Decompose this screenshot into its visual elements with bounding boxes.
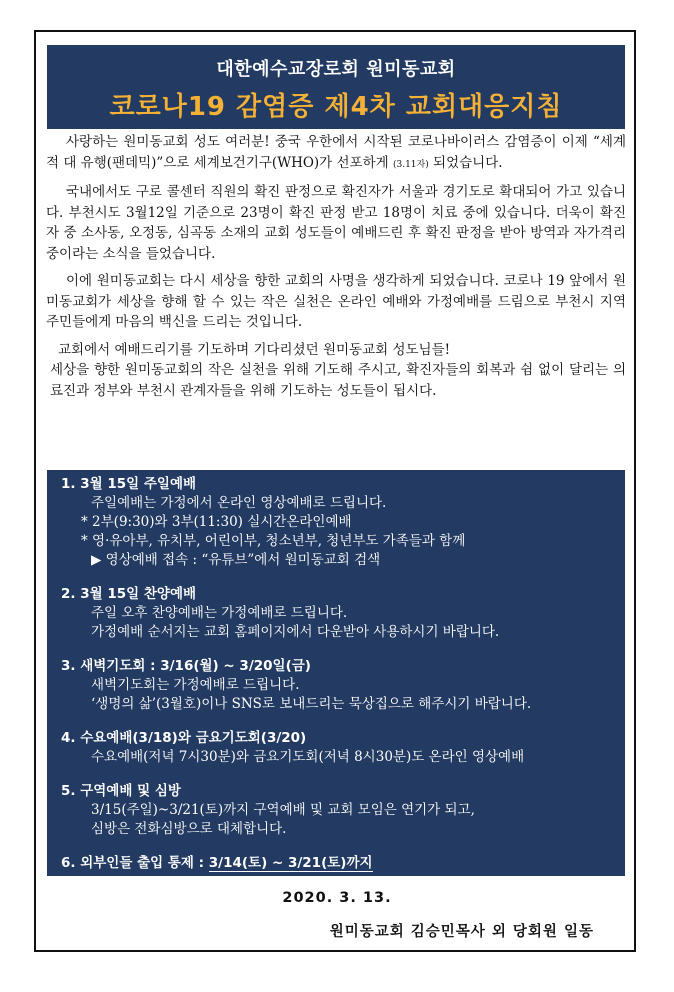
schedule-item-wed-fri (61, 729, 615, 767)
section-line: * 영·유아부, 유치부, 어린이부, 청소년부, 청년부도 가족들과 함께 (81, 533, 466, 549)
section-title: 6. 외부인들 출입 통제 : 3/14(토) ~ 3/21(토)까지 (61, 855, 373, 871)
intro-paragraph-2: 국내에서도 구로 콜센터 직원의 확진 판정으로 확진자가 서울과 경기도로 확대되어 가고 있습니다. 부천시도 3월12일 기준으로 23명이 확진 판정 받고 18명이 치료 중에 있습니다. 더욱이 확진자 중 소사동, 오정동, 심곡동 소재의 교회 성도들이 예배드린 후 확진 판정을 받아 방역과 자가격리 중이라는 소식을 들었습니다. (46, 184, 626, 262)
section-title: 4. 수요예배(3/18)와 금요기도회(3/20) (61, 730, 307, 746)
schedule-item-dawn-prayer (61, 657, 615, 714)
church-name: 대한예수교장로회 원미동교회 (216, 59, 456, 80)
section-line: 3/15(주일)~3/21(토)까지 구역예배 및 교회 모임은 연기가 되고, (91, 802, 475, 818)
section-title: 1. 3월 15일 주일예배 (61, 476, 197, 492)
signature: 원미동교회 김승민목사 외 당회원 일동 (329, 924, 594, 940)
section-line: 가정예배 순서지는 교회 홈페이지에서 다운받아 사용하시기 바랍니다. (91, 624, 500, 640)
section-title: 3. 새벽기도회 : 3/16(월) ~ 3/20일(금) (61, 658, 311, 674)
section-title: 2. 3월 15일 찬양예배 (61, 586, 197, 602)
intro-paragraph-3: 이에 원미동교회는 다시 세상을 향한 교회의 사명을 생각하게 되었습니다. 코로나 19 앞에서 원미동교회가 세상을 향해 할 수 있는 작은 실천은 온라인 예배와 가정예배를 드림으로 부천시 지역 주민들에게 마음의 백신을 드리는 것입니다. (46, 273, 626, 330)
intro-paragraph-4 (46, 340, 626, 402)
section-line: 새벽기도회는 가정예배로 드립니다. (91, 677, 300, 693)
schedule-item-visitor-control (61, 854, 615, 873)
schedule-item-sunday-worship (61, 475, 615, 570)
prayer-request: 세상을 향한 원미동교회의 작은 실천을 위해 기도해 주시고, 확진자들의 회복과 쉼 없이 달리는 의료진과 정부와 부천시 관계자들을 위해 기도하는 성도들이 됩시다. (50, 362, 626, 399)
schedule-box (47, 470, 625, 876)
intro-paragraph-1: 사랑하는 원미동교회 성도 여러분! 중국 우한에서 시작된 코로나바이러스 감염증이 이제 “세계적 대 유행(팬데믹)”으로 세계보건기구(WHO)가 선포하게 (3.11자) 되었습니다. (46, 134, 626, 171)
schedule-item-cell-group (61, 782, 615, 839)
youtube-access-line: ▶ 영상예배 접속 : “유튜브”에서 원미동교회 검색 (91, 552, 381, 568)
section-line: 심방은 전화심방으로 대체합니다. (91, 821, 287, 837)
declaration-date: (3.11자) (392, 159, 429, 170)
intro-text (46, 132, 626, 401)
section-line: 주일예배는 가정에서 온라인 영상예배로 드립니다. (91, 495, 387, 511)
section-line: ‘생명의 삶’(3월호)이나 SNS로 보내드리는 묵상집으로 해주시기 바랍니다. (91, 696, 532, 712)
section-line: * 2부(9:30)와 3부(11:30) 실시간온라인예배 (81, 514, 352, 530)
schedule-item-praise-worship (61, 585, 615, 642)
control-period: 3/14(토) ~ 3/21(토)까지 (208, 855, 373, 871)
header-banner (47, 45, 625, 129)
issue-date: 2020. 3. 13. (282, 890, 392, 906)
greeting-line: 교회에서 예배드리기를 기도하며 기다리셨던 원미동교회 성도님들! (58, 341, 451, 358)
notice-frame (34, 30, 636, 952)
section-line: 수요예배(저녁 7시30분)와 금요기도회(저녁 8시30분)도 온라인 영상예배 (91, 749, 525, 765)
section-title: 5. 구역예배 및 심방 (61, 783, 181, 799)
section-line: 주일 오후 찬양예배는 가정예배로 드립니다. (91, 605, 348, 621)
notice-title: 코로나19 감염증 제4차 교회대응지침 (109, 92, 563, 122)
